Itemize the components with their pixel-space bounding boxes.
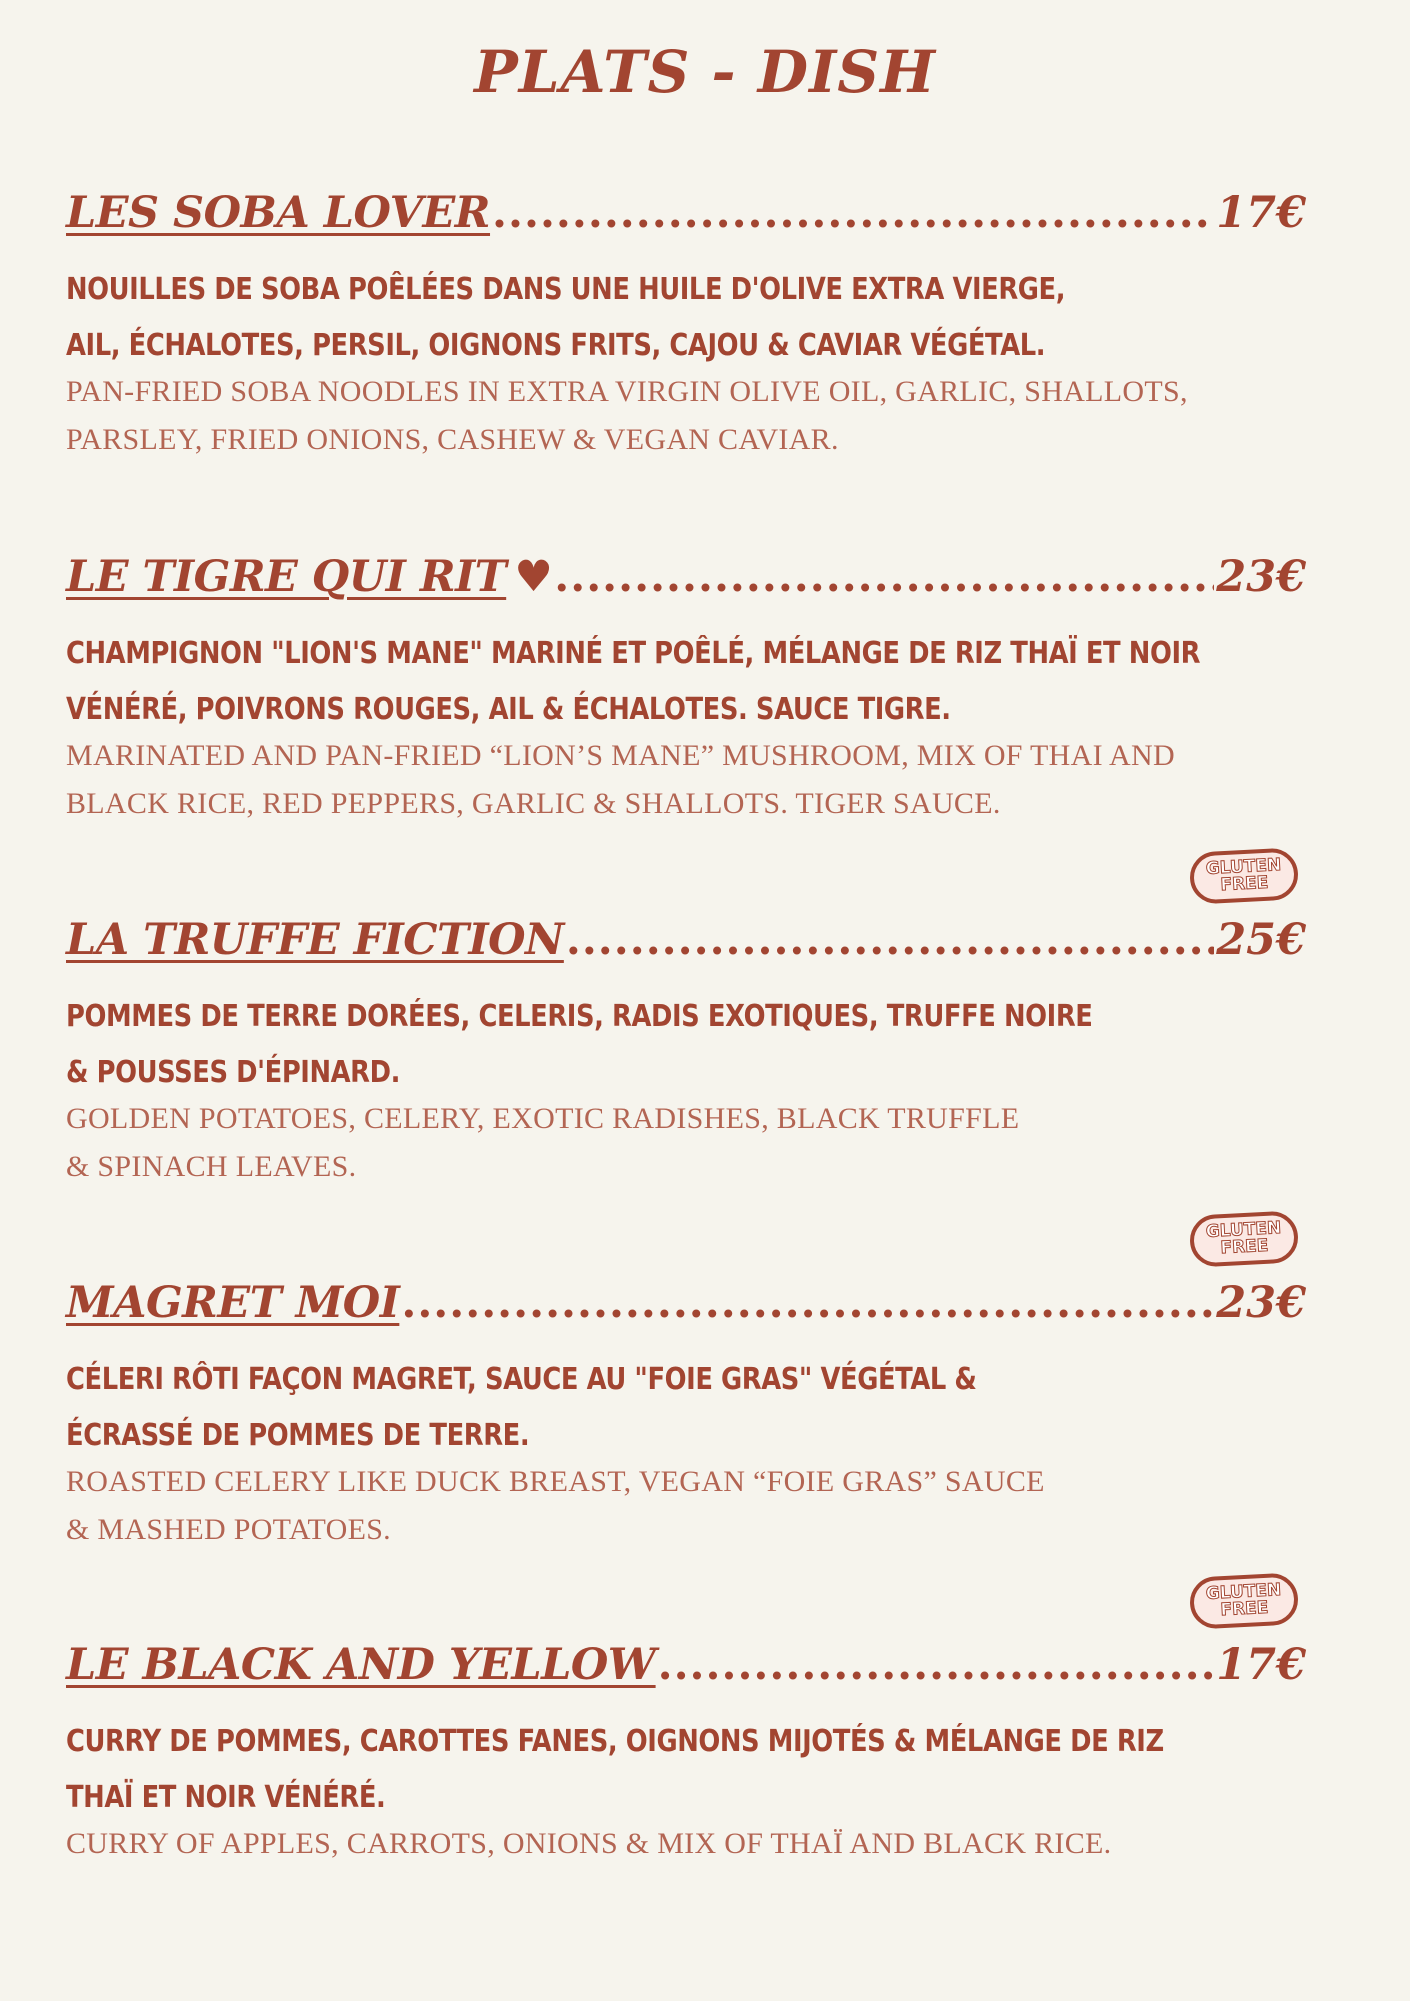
dish-description-fr: CURRY DE POMMES, CAROTTES FANES, OIGNONS MIJOTÉS & MÉLANGE DE RIZ THAÏ ET NOIR VÉNÉRÉ. — [66, 1724, 1164, 1815]
dish-description-fr: CHAMPIGNON "LION'S MANE" MARINÉ ET POÊLÉ, MÉLANGE DE RIZ THAÏ ET NOIR VÉNÉRÉ, POIVRONS ROUGES, AIL & ÉCHALOTES. SAUCE TIGRE. — [66, 636, 1201, 727]
dish-price: 17€ — [1216, 1640, 1306, 1690]
dish-description-en: CURRY OF APPLES, CARROTS, ONIONS & MIX OF THAÏ AND BLACK RICE. — [66, 1827, 1112, 1860]
dish-price: 17€ — [1216, 188, 1306, 238]
heart-icon: ♥ — [514, 552, 553, 602]
dish-description-fr: POMMES DE TERRE DORÉES, CELERIS, RADIS EXOTIQUES, TRUFFE NOIRE & POUSSES D'ÉPINARD. — [66, 999, 1093, 1090]
dish-item — [66, 552, 1306, 828]
gluten-free-badge: GLUTEN FREE — [1189, 847, 1300, 905]
dish-header — [66, 915, 1306, 975]
dish-name: MAGRET MOI — [66, 1278, 400, 1328]
gluten-free-badge: GLUTEN FREE — [1189, 1572, 1300, 1630]
dot-leader — [492, 192, 1214, 235]
dish-price: 23€ — [1216, 552, 1306, 602]
dish-header — [66, 188, 1306, 248]
dot-leader — [401, 1282, 1214, 1325]
dish-item — [66, 188, 1306, 464]
dish-header — [66, 1640, 1306, 1700]
dish-price: 23€ — [1216, 1278, 1306, 1328]
dot-leader — [658, 1644, 1215, 1687]
gluten-free-badge: GLUTEN FREE — [1189, 1210, 1300, 1268]
dish-header — [66, 552, 1306, 612]
dish-description-en: MARINATED AND PAN-FRIED “LION’S MANE” MUSHROOM, MIX OF THAI AND BLACK RICE, RED PEPPERS, GARLIC & SHALLOTS. TIGER SAUCE. — [66, 739, 1175, 820]
dish-description-en: GOLDEN POTATOES, CELERY, EXOTIC RADISHES, BLACK TRUFFLE & SPINACH LEAVES. — [66, 1102, 1020, 1183]
dish-name: LE BLACK AND YELLOW — [66, 1640, 656, 1690]
dish-description-en: ROASTED CELERY LIKE DUCK BREAST, VEGAN “FOIE GRAS” SAUCE & MASHED POTATOES. — [66, 1465, 1045, 1546]
dish-description-fr: CÉLERI RÔTI FAÇON MAGRET, SAUCE AU "FOIE GRAS" VÉGÉTAL & ÉCRASSÉ DE POMMES DE TERRE. — [66, 1362, 977, 1453]
dish-price: 25€ — [1216, 915, 1306, 965]
dot-leader — [566, 919, 1214, 962]
dish-name: LA TRUFFE FICTION — [66, 915, 564, 965]
dish-name: LE TIGRE QUI RIT ♥ — [66, 552, 553, 602]
dish-description-fr: NOUILLES DE SOBA POÊLÉES DANS UNE HUILE D'OLIVE EXTRA VIERGE, AIL, ÉCHALOTES, PERSIL, OIGNONS FRITS, CAJOU & CAVIAR VÉGÉTAL. — [66, 272, 1066, 363]
dot-leader — [554, 556, 1214, 599]
dish-header — [66, 1278, 1306, 1338]
dish-item — [66, 855, 1306, 1191]
page-title: PLATS - DISH — [474, 38, 936, 106]
dish-item — [66, 1218, 1306, 1554]
dish-item — [66, 1580, 1306, 1868]
dish-name: LES SOBA LOVER — [66, 188, 491, 238]
dish-description-en: PAN-FRIED SOBA NOODLES IN EXTRA VIRGIN OLIVE OIL, GARLIC, SHALLOTS, PARSLEY, FRIED ONIONS, CASHEW & VEGAN CAVIAR. — [66, 375, 1188, 456]
